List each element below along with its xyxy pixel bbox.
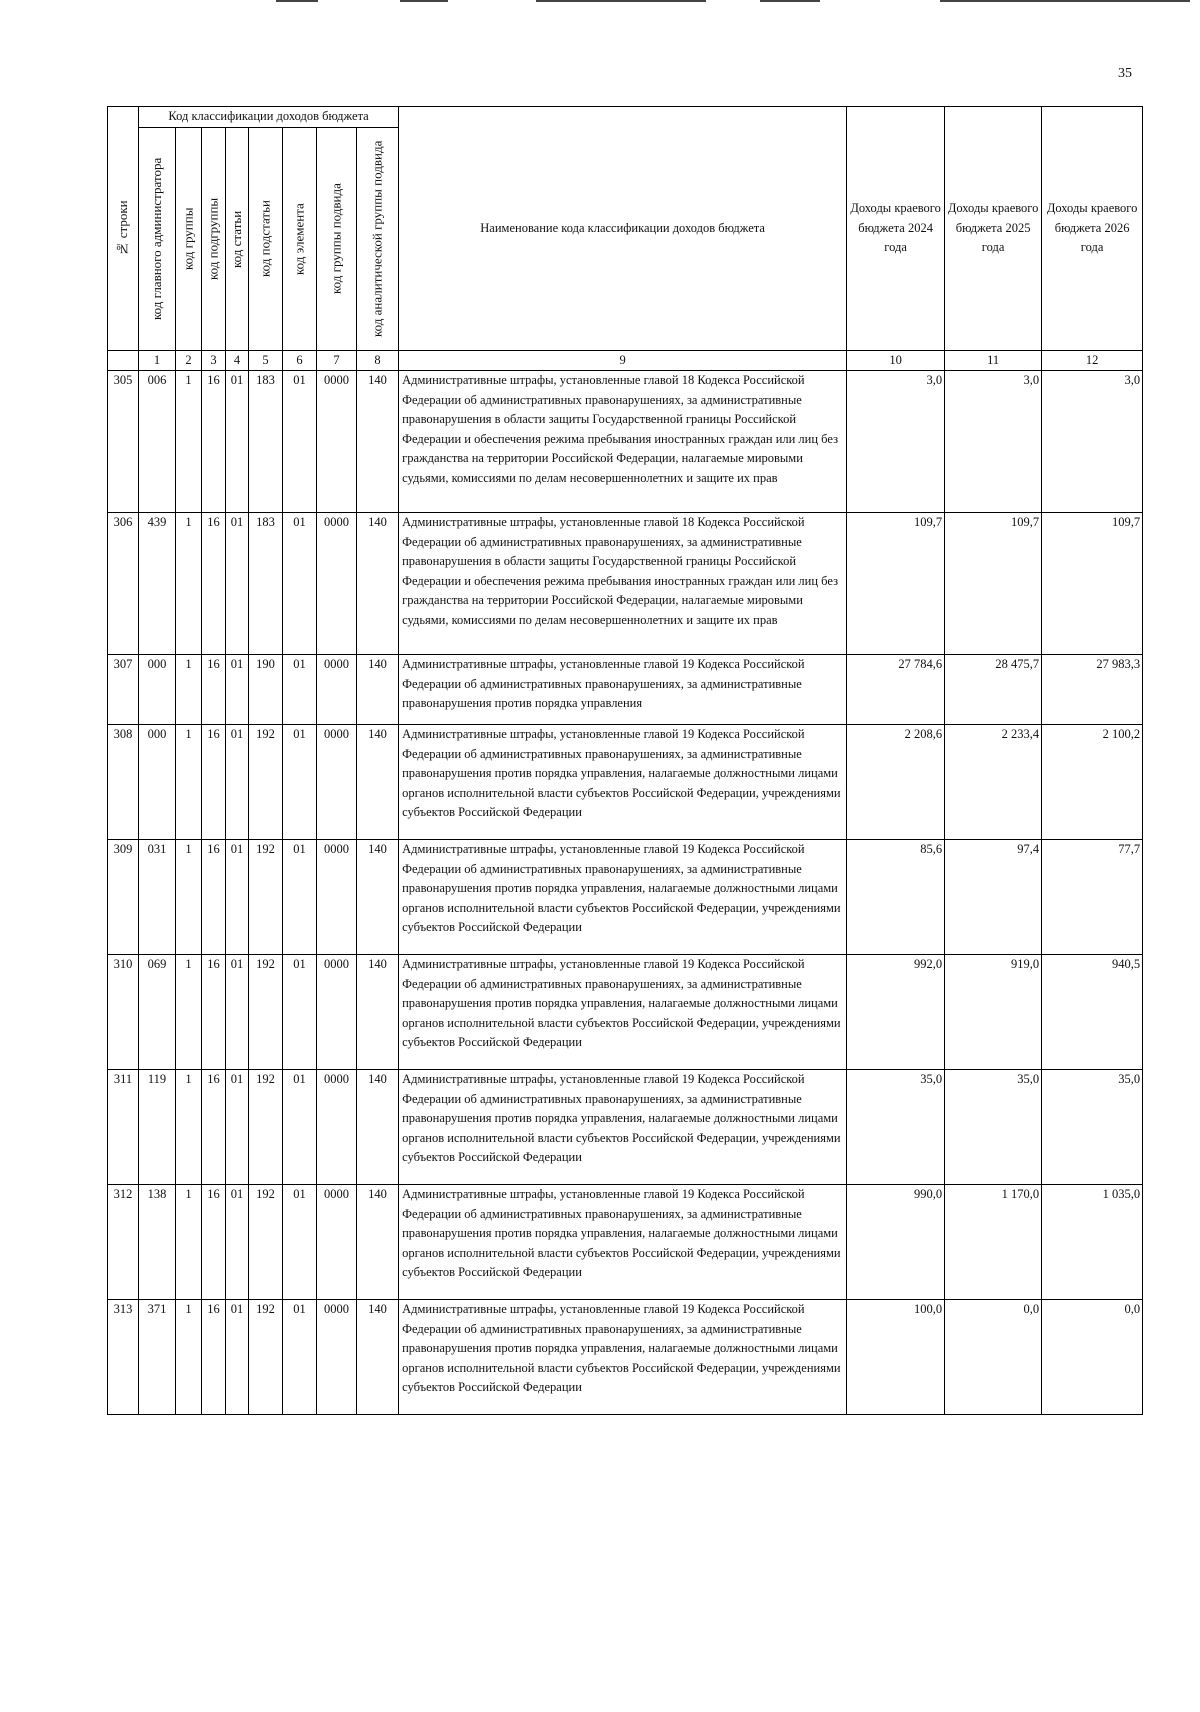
row-number-cell: 308 — [108, 725, 139, 840]
subgroup-code-cell: 16 — [202, 655, 226, 725]
income-2024-cell: 27 784,6 — [847, 655, 945, 725]
group-code-cell: 1 — [176, 1185, 202, 1300]
income-name-cell: Административные штрафы, установленные главой 19 Кодекса Российской Федерации об административных правонарушениях, за административные правонарушения против порядка управления, налагаемые должностными лицами органов исполнительной власти субъектов Российской Федерации, учреждениями субъектов Российской Федерации — [399, 955, 847, 1070]
subtype-group-code-cell: 0000 — [317, 1185, 357, 1300]
income-2024-cell: 85,6 — [847, 840, 945, 955]
column-number: 1 — [139, 350, 176, 371]
element-code-cell: 01 — [283, 1185, 317, 1300]
group-code-cell: 1 — [176, 655, 202, 725]
income-2026-cell: 2 100,2 — [1042, 725, 1143, 840]
income-2024-cell: 3,0 — [847, 371, 945, 513]
analytic-group-code-cell: 140 — [357, 513, 399, 655]
subgroup-code-cell: 16 — [202, 513, 226, 655]
header-row-number: № строки — [108, 107, 139, 351]
row-number-cell: 305 — [108, 371, 139, 513]
row-number-cell: 309 — [108, 840, 139, 955]
column-number: 12 — [1042, 350, 1143, 371]
income-2026-cell: 0,0 — [1042, 1300, 1143, 1415]
element-code-cell: 01 — [283, 840, 317, 955]
column-number: 6 — [283, 350, 317, 371]
admin-code-cell: 371 — [139, 1300, 176, 1415]
scan-edge-line — [536, 0, 706, 2]
element-code-cell: 01 — [283, 1300, 317, 1415]
analytic-group-code-cell: 140 — [357, 1070, 399, 1185]
analytic-group-code-cell: 140 — [357, 655, 399, 725]
element-code-cell: 01 — [283, 513, 317, 655]
header-code-column: код группы — [176, 127, 202, 350]
analytic-group-code-cell: 140 — [357, 1300, 399, 1415]
article-code-cell: 01 — [226, 725, 249, 840]
header-year-2025: Доходы краевого бюджета 2025 года — [945, 107, 1042, 351]
column-number: 2 — [176, 350, 202, 371]
subtype-group-code-cell: 0000 — [317, 955, 357, 1070]
group-code-cell: 1 — [176, 725, 202, 840]
income-2025-cell: 97,4 — [945, 840, 1042, 955]
subtype-group-code-cell: 0000 — [317, 1300, 357, 1415]
analytic-group-code-cell: 140 — [357, 955, 399, 1070]
column-number-row — [108, 350, 1143, 371]
budget-income-table — [107, 106, 1143, 1415]
admin-code-cell: 439 — [139, 513, 176, 655]
group-code-cell: 1 — [176, 955, 202, 1070]
admin-code-cell: 000 — [139, 655, 176, 725]
column-number — [108, 350, 139, 371]
income-2026-cell: 35,0 — [1042, 1070, 1143, 1185]
subgroup-code-cell: 16 — [202, 955, 226, 1070]
row-number-cell: 310 — [108, 955, 139, 1070]
income-name-cell: Административные штрафы, установленные главой 18 Кодекса Российской Федерации об административных правонарушениях, за административные правонарушения в области защиты Государственной границы Российской Федерации и обеспечения режима пребывания иностранных граждан или лиц без гражданства на территории Российской Федерации, налагаемые мировыми судьями, комиссиями по делам несовершеннолетних и защите их прав — [399, 371, 847, 513]
admin-code-cell: 138 — [139, 1185, 176, 1300]
group-code-cell: 1 — [176, 513, 202, 655]
subarticle-code-cell: 192 — [249, 955, 283, 1070]
admin-code-cell: 006 — [139, 371, 176, 513]
table-row — [108, 840, 1143, 955]
income-name-cell: Административные штрафы, установленные главой 19 Кодекса Российской Федерации об административных правонарушениях, за административные правонарушения против порядка управления, налагаемые должностными лицами органов исполнительной власти субъектов Российской Федерации, учреждениями субъектов Российской Федерации — [399, 725, 847, 840]
table-row — [108, 1070, 1143, 1185]
page-number: 35 — [1118, 66, 1132, 81]
income-2024-cell: 100,0 — [847, 1300, 945, 1415]
article-code-cell: 01 — [226, 1185, 249, 1300]
income-2026-cell: 77,7 — [1042, 840, 1143, 955]
column-number: 11 — [945, 350, 1042, 371]
header-name-column: Наименование кода классификации доходов бюджета — [399, 107, 847, 351]
subarticle-code-cell: 183 — [249, 371, 283, 513]
analytic-group-code-cell: 140 — [357, 1185, 399, 1300]
subgroup-code-cell: 16 — [202, 1185, 226, 1300]
table-row — [108, 371, 1143, 513]
admin-code-cell: 031 — [139, 840, 176, 955]
income-2024-cell: 109,7 — [847, 513, 945, 655]
income-2024-cell: 35,0 — [847, 1070, 945, 1185]
scan-edge-line — [940, 0, 1190, 2]
table-row — [108, 725, 1143, 840]
subtype-group-code-cell: 0000 — [317, 840, 357, 955]
income-2026-cell: 940,5 — [1042, 955, 1143, 1070]
income-2026-cell: 3,0 — [1042, 371, 1143, 513]
income-2024-cell: 990,0 — [847, 1185, 945, 1300]
row-number-cell: 311 — [108, 1070, 139, 1185]
subarticle-code-cell: 192 — [249, 1070, 283, 1185]
column-number: 4 — [226, 350, 249, 371]
table-header — [108, 107, 1143, 371]
table-row — [108, 655, 1143, 725]
admin-code-cell: 119 — [139, 1070, 176, 1185]
group-code-cell: 1 — [176, 371, 202, 513]
subtype-group-code-cell: 0000 — [317, 1070, 357, 1185]
scan-edge-line — [276, 0, 318, 2]
admin-code-cell: 000 — [139, 725, 176, 840]
subarticle-code-cell: 183 — [249, 513, 283, 655]
row-number-cell: 307 — [108, 655, 139, 725]
subgroup-code-cell: 16 — [202, 725, 226, 840]
subtype-group-code-cell: 0000 — [317, 513, 357, 655]
row-number-cell: 313 — [108, 1300, 139, 1415]
row-number-cell: 312 — [108, 1185, 139, 1300]
income-2025-cell: 109,7 — [945, 513, 1042, 655]
scan-edge-line — [760, 0, 820, 2]
income-2024-cell: 2 208,6 — [847, 725, 945, 840]
header-code-column: код аналитической группы подвида — [357, 127, 399, 350]
analytic-group-code-cell: 140 — [357, 725, 399, 840]
income-name-cell: Административные штрафы, установленные главой 19 Кодекса Российской Федерации об административных правонарушениях, за административные правонарушения против порядка управления, налагаемые должностными лицами органов исполнительной власти субъектов Российской Федерации, учреждениями субъектов Российской Федерации — [399, 1070, 847, 1185]
income-2026-cell: 27 983,3 — [1042, 655, 1143, 725]
income-2025-cell: 28 475,7 — [945, 655, 1042, 725]
subarticle-code-cell: 192 — [249, 1300, 283, 1415]
analytic-group-code-cell: 140 — [357, 371, 399, 513]
income-2024-cell: 992,0 — [847, 955, 945, 1070]
column-number: 7 — [317, 350, 357, 371]
article-code-cell: 01 — [226, 1070, 249, 1185]
subarticle-code-cell: 192 — [249, 725, 283, 840]
income-2025-cell: 919,0 — [945, 955, 1042, 1070]
income-name-cell: Административные штрафы, установленные главой 19 Кодекса Российской Федерации об административных правонарушениях, за административные правонарушения против порядка управления, налагаемые должностными лицами органов исполнительной власти субъектов Российской Федерации, учреждениями субъектов Российской Федерации — [399, 840, 847, 955]
article-code-cell: 01 — [226, 955, 249, 1070]
element-code-cell: 01 — [283, 725, 317, 840]
income-2025-cell: 3,0 — [945, 371, 1042, 513]
group-code-cell: 1 — [176, 840, 202, 955]
row-number-cell: 306 — [108, 513, 139, 655]
table-row — [108, 955, 1143, 1070]
header-year-2024: Доходы краевого бюджета 2024 года — [847, 107, 945, 351]
header-code-column: код группы подвида — [317, 127, 357, 350]
table-row — [108, 513, 1143, 655]
subarticle-code-cell: 190 — [249, 655, 283, 725]
article-code-cell: 01 — [226, 840, 249, 955]
header-code-column: код статьи — [226, 127, 249, 350]
income-name-cell: Административные штрафы, установленные главой 19 Кодекса Российской Федерации об административных правонарушениях, за административные правонарушения против порядка управления, налагаемые должностными лицами органов исполнительной власти субъектов Российской Федерации, учреждениями субъектов Российской Федерации — [399, 1185, 847, 1300]
income-2025-cell: 35,0 — [945, 1070, 1042, 1185]
subgroup-code-cell: 16 — [202, 371, 226, 513]
income-name-cell: Административные штрафы, установленные главой 18 Кодекса Российской Федерации об административных правонарушениях, за административные правонарушения в области защиты Государственной границы Российской Федерации и обеспечения режима пребывания иностранных граждан или лиц без гражданства на территории Российской Федерации, налагаемые мировыми судьями, комиссиями по делам несовершеннолетних и защите их прав — [399, 513, 847, 655]
income-2025-cell: 2 233,4 — [945, 725, 1042, 840]
header-code-group: Код классификации доходов бюджета — [139, 107, 399, 128]
subarticle-code-cell: 192 — [249, 840, 283, 955]
header-code-column: код подгруппы — [202, 127, 226, 350]
income-2026-cell: 1 035,0 — [1042, 1185, 1143, 1300]
scan-edge-line — [400, 0, 448, 2]
subgroup-code-cell: 16 — [202, 1070, 226, 1185]
article-code-cell: 01 — [226, 1300, 249, 1415]
element-code-cell: 01 — [283, 1070, 317, 1185]
element-code-cell: 01 — [283, 371, 317, 513]
element-code-cell: 01 — [283, 655, 317, 725]
article-code-cell: 01 — [226, 513, 249, 655]
group-code-cell: 1 — [176, 1300, 202, 1415]
column-number: 9 — [399, 350, 847, 371]
income-name-cell: Административные штрафы, установленные главой 19 Кодекса Российской Федерации об административных правонарушениях, за административные правонарушения против порядка управления, налагаемые должностными лицами органов исполнительной власти субъектов Российской Федерации, учреждениями субъектов Российской Федерации — [399, 1300, 847, 1415]
table-row — [108, 1300, 1143, 1415]
analytic-group-code-cell: 140 — [357, 840, 399, 955]
element-code-cell: 01 — [283, 955, 317, 1070]
header-code-column: код подстатьи — [249, 127, 283, 350]
group-code-cell: 1 — [176, 1070, 202, 1185]
subtype-group-code-cell: 0000 — [317, 725, 357, 840]
column-number: 3 — [202, 350, 226, 371]
article-code-cell: 01 — [226, 371, 249, 513]
income-2025-cell: 0,0 — [945, 1300, 1042, 1415]
header-year-2026: Доходы краевого бюджета 2026 года — [1042, 107, 1143, 351]
income-2026-cell: 109,7 — [1042, 513, 1143, 655]
income-2025-cell: 1 170,0 — [945, 1185, 1042, 1300]
income-name-cell: Административные штрафы, установленные главой 19 Кодекса Российской Федерации об административных правонарушениях, за административные правонарушения против порядка управления — [399, 655, 847, 725]
subarticle-code-cell: 192 — [249, 1185, 283, 1300]
subgroup-code-cell: 16 — [202, 840, 226, 955]
header-code-column: код главного администратора — [139, 127, 176, 350]
admin-code-cell: 069 — [139, 955, 176, 1070]
article-code-cell: 01 — [226, 655, 249, 725]
header-code-column: код элемента — [283, 127, 317, 350]
column-number: 8 — [357, 350, 399, 371]
column-number: 5 — [249, 350, 283, 371]
subtype-group-code-cell: 0000 — [317, 371, 357, 513]
table-body — [108, 371, 1143, 1415]
subtype-group-code-cell: 0000 — [317, 655, 357, 725]
column-number: 10 — [847, 350, 945, 371]
subgroup-code-cell: 16 — [202, 1300, 226, 1415]
table-row — [108, 1185, 1143, 1300]
